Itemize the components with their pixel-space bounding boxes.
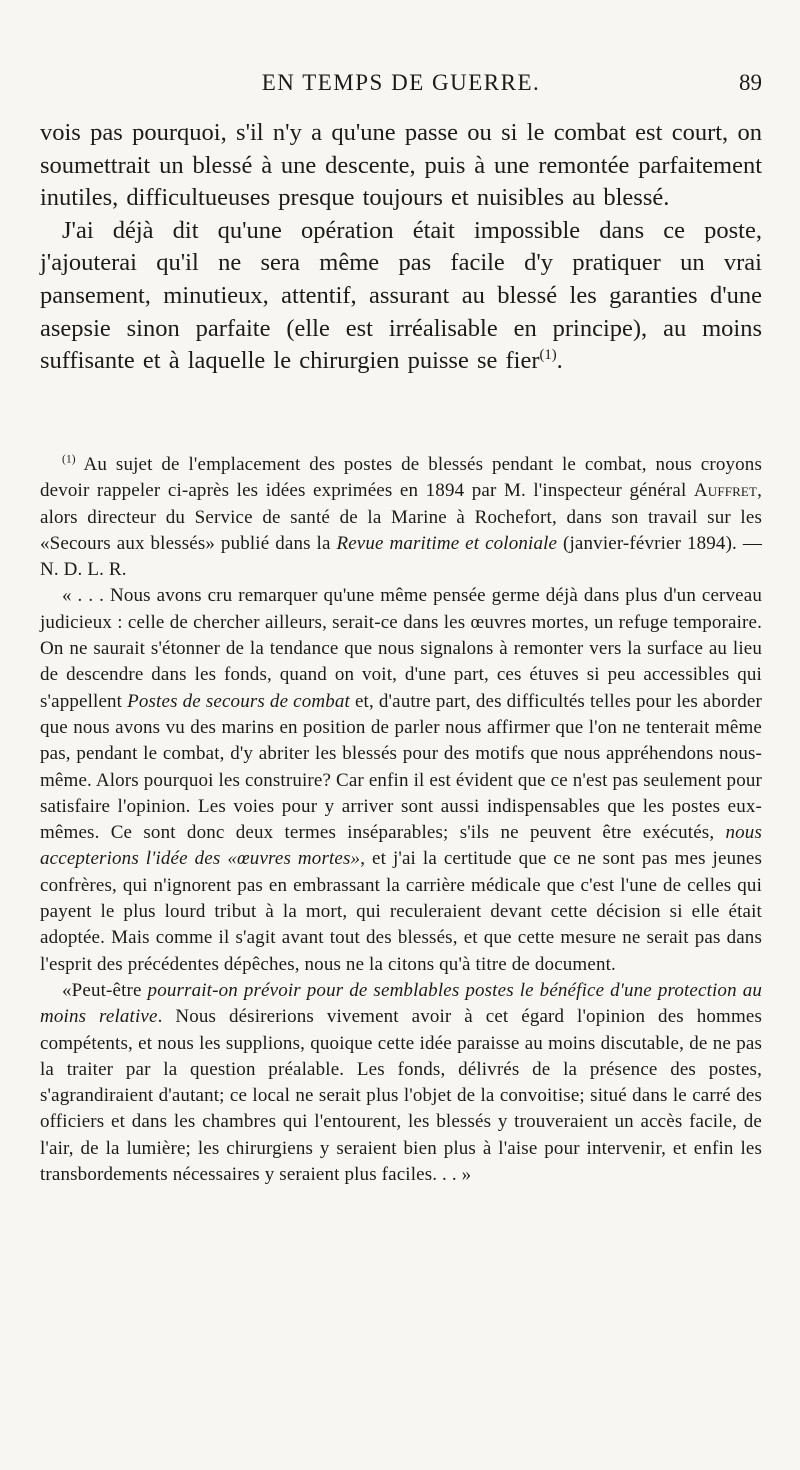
footnote-text: Au sujet de l'emplacement des postes de blessés pendant le combat, nous croyons devoir rappeler ci-après les idées exprimées en 1894 par M. l'inspecteur général — [40, 454, 762, 502]
footnote-paragraph — [40, 583, 762, 977]
footnote-text: «Peut-être — [62, 979, 148, 1001]
paragraph: vois pas pourquoi, s'il n'y a qu'une passe ou si le combat est court, on soumettrait un blessé à une descente, puis à une remontée parfaitement inutiles, difficultueuses presque toujours et nuisibles au blessé. — [40, 119, 762, 212]
footnote-paragraph — [40, 978, 762, 1188]
italic-phrase: pourrait-on prévoir pour de semblables postes le bénéfice d'une protection au moins relative — [40, 979, 762, 1028]
page-header — [40, 70, 762, 106]
footnote-text: « . . . Nous avons cru remarquer qu'une même pensée germe déjà dans plus d'un cerveau judicieux : celle de chercher ailleurs, serait-ce dans les œuvres mortes, un refuge temporaire. On ne saurait s'étonner de la tendance que nous signalons à remonter vers la surface au lieu de descendre dans les fonds, quand on voit, d'une part, ces étuves si peu accessibles qui s'appellent — [40, 585, 762, 712]
paragraph-text: J'ai déjà dit qu'une opération était impossible dans ce poste, j'ajouterai qu'il ne sera même pas facile d'y pratiquer un vrai pansement, minutieux, attentif, assurant au blessé les garanties d'une asepsie sinon parfaite (elle est irréalisable en principe), au moins suffisante et à laquelle le chirurgien puisse se fier — [40, 216, 762, 375]
running-title: EN TEMPS DE GUERRE. — [261, 70, 541, 95]
footnote-reference: (1) — [539, 347, 557, 363]
italic-phrase: nous accepterions l'idée des «œuvres mortes» — [40, 822, 762, 870]
main-text — [40, 117, 762, 378]
footnote-text: et, d'autre part, des difficultés telles pour les aborder que nous avons vu des marins en position de parler nous affirmer que l'on ne tenterait même pas, pendant le combat, d'y abriter les blessés pour des motifs que nous appréhendons nous-même. Alors pourquoi les construire? Car enfin il est évident que ce n'est pas seulement pour satisfaire l'opinion. Les voies pour y arriver sont aussi indispensables que les postes eux-mêmes. Ce sont donc deux termes inséparables; s'ils ne peuvent être exécutés, — [40, 690, 762, 844]
footnote-text: , alors directeur du Service de santé de la Marine à Rochefort, dans son travail sur les «Secours aux blessés» publié dans la — [40, 480, 762, 554]
footnote-text: (janvier-février 1894). — N. D. L. R. — [40, 532, 762, 581]
journal-title: Revue maritime et coloniale — [336, 532, 558, 554]
italic-phrase: Postes de secours de combat — [127, 690, 350, 712]
footnote-marker: (1) — [62, 453, 76, 466]
footnote-text: , et j'ai la certitude que ce ne sont pas mes jeunes confrères, qui n'ignorent pas en embrassant la carrière médicale que c'est l'une de celles qui payent le plus lourd tribut à la mort, qui reculeraient devant cette décision si elle était adoptée. Mais comme il s'agit avant tout des blessés, et que cette mesure ne serait pas dans l'esprit des précédentes dépêches, nous ne la citons qu'à titre de document. — [40, 848, 762, 975]
footnote-paragraph — [40, 452, 762, 583]
footnote — [40, 452, 762, 1188]
paragraph — [40, 215, 762, 378]
page-number: 89 — [739, 70, 762, 95]
paragraph-end: . — [556, 347, 563, 375]
author-name: Auffret — [693, 480, 758, 502]
footnote-text: . Nous désirerions vivement avoir à cet égard l'opinion des hommes compétents, et nous les supplions, quoique cette idée paraisse au moins discutable, de ne pas la traiter par la question préalable. Les fonds, délivrés de la présence des postes, s'agrandiraient d'autant; ce local ne serait plus l'objet de la convoitise; situé dans le carré des officiers et dans les chambres qui l'entourent, les blessés y trouveraient un accès facile, de l'air, de la lumière; les chirurgiens y seraient bien plus à l'aise pour intervenir, et enfin les transbordements nécessaires y seraient plus faciles. . . » — [40, 1006, 762, 1186]
